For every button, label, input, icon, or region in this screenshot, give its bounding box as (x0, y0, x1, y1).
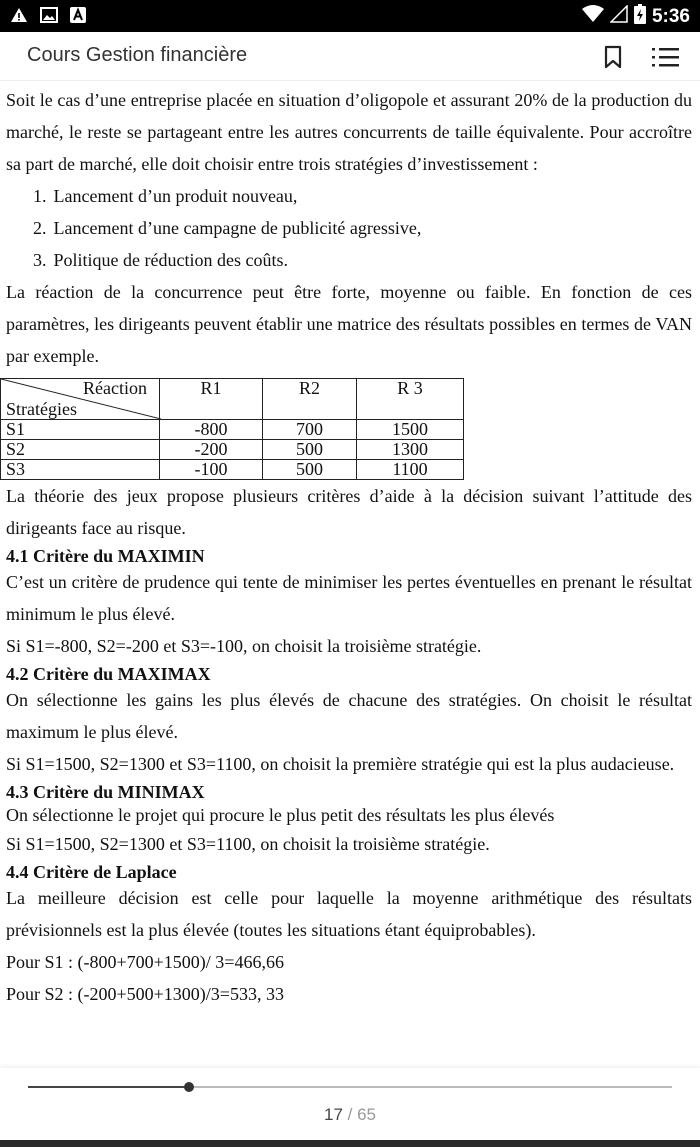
status-bar (0, 0, 700, 32)
page-progress-slider[interactable] (28, 1086, 672, 1088)
a-app-icon (70, 7, 86, 28)
table-cell: -200 (160, 440, 263, 460)
document-page[interactable] (6, 84, 692, 1010)
list-item: 3. Politique de réduction des coûts. (33, 250, 288, 270)
section-paragraph: Si S1=1500, S2=1300 et S3=1100, on choisit la première stratégie qui est la plus audacieuse. (6, 754, 675, 774)
section-paragraph: C’est un critère de prudence qui tente de minimiser les pertes éventuelles en prenant le résultat minimum le plus élevé. (6, 572, 692, 624)
signal-icon (610, 5, 628, 28)
column-header: R2 (263, 379, 357, 420)
slider-fill (28, 1086, 189, 1088)
table-cell: 1300 (357, 440, 464, 460)
section-heading-laplace: 4.4 Critère de Laplace (6, 862, 177, 882)
section-paragraph: Pour S1 : (-800+700+1500)/ 3=466,66 (6, 952, 284, 972)
bookmark-button[interactable] (603, 45, 625, 69)
section-paragraph: Si S1=1500, S2=1300 et S3=1100, on choisit la troisième stratégie. (6, 834, 490, 854)
section-heading-maximin: 4.1 Critère du MAXIMIN (6, 546, 205, 566)
page-separator: / (342, 1105, 358, 1124)
strategies-label: Stratégies (6, 399, 77, 419)
table-cell: 1500 (357, 420, 464, 440)
wifi-icon (582, 5, 604, 28)
column-header: R 3 (357, 379, 464, 420)
chapters-menu-button[interactable] (652, 46, 680, 68)
section-paragraph: Pour S2 : (-200+500+1300)/3=533, 33 (6, 984, 284, 1004)
row-header: S1 (1, 420, 160, 440)
section-paragraph: On sélectionne les gains les plus élevés de chacune des stratégies. On choisit le résultat maximum le plus élevé. (6, 690, 692, 742)
battery-icon (634, 4, 646, 29)
page-indicator (0, 1105, 700, 1125)
column-header: R1 (160, 379, 263, 420)
reaction-label: Réaction (83, 378, 147, 398)
section-heading-minimax: 4.3 Critère du MINIMAX (6, 782, 205, 802)
image-icon (40, 7, 58, 28)
current-page: 17 (323, 1105, 343, 1124)
table-row (1, 440, 464, 460)
reaction-paragraph: La réaction de la concurrence peut être forte, moyenne ou faible. En fonction de ces paramètres, les dirigeants peuvent établir une matrice des résultats possibles en termes de VAN par exemple. (6, 282, 692, 366)
table-cell: -800 (160, 420, 263, 440)
table-corner-cell (1, 379, 160, 420)
table-cell: 500 (263, 440, 357, 460)
bookmark-icon (603, 45, 623, 69)
intro-paragraph: Soit le cas d’une entreprise placée en situation d’oligopole et assurant 20% de la production du marché, le reste se partageant entre les autres concurrents de taille équivalente. Pour accroître sa part de marché, elle doit choisir entre trois stratégies d’investissement : (6, 90, 692, 174)
section-paragraph: Si S1=-800, S2=-200 et S3=-100, on choisit la troisième stratégie. (6, 636, 482, 656)
section-heading-maximax: 4.2 Critère du MAXIMAX (6, 664, 211, 684)
menu-list-icon (652, 46, 680, 68)
reader-bottom-bar (0, 1068, 700, 1147)
table-row (1, 460, 464, 480)
slider-thumb[interactable] (184, 1082, 194, 1092)
section-paragraph: On sélectionne le projet qui procure le plus petit des résultats les plus élevés (6, 805, 555, 825)
row-header: S3 (1, 460, 160, 480)
list-item: 1. Lancement d’un produit nouveau, (33, 186, 298, 206)
table-cell: 500 (263, 460, 357, 480)
list-item: 2. Lancement d’une campagne de publicité agressive, (33, 218, 422, 238)
app-title: Cours Gestion financière (27, 44, 248, 66)
section-paragraph: La meilleure décision est celle pour laquelle la moyenne arithmétique des résultats prévisionnels est la plus élevée (toutes les situations étant équiprobables). (6, 888, 692, 940)
theory-paragraph: La théorie des jeux propose plusieurs critères d’aide à la décision suivant l’attitude des dirigeants face au risque. (6, 486, 692, 538)
table-header-row (1, 379, 464, 420)
system-nav-bar (0, 1140, 700, 1147)
table-cell: 700 (263, 420, 357, 440)
total-pages: 65 (357, 1105, 376, 1124)
strategy-list (6, 180, 692, 276)
row-header: S2 (1, 440, 160, 460)
app-bar (0, 32, 700, 81)
table-cell: -100 (160, 460, 263, 480)
clock-time: 5:36 (651, 5, 690, 27)
table-row (1, 420, 464, 440)
payoff-matrix-table (0, 378, 464, 480)
warning-icon (10, 7, 28, 28)
table-cell: 1100 (357, 460, 464, 480)
